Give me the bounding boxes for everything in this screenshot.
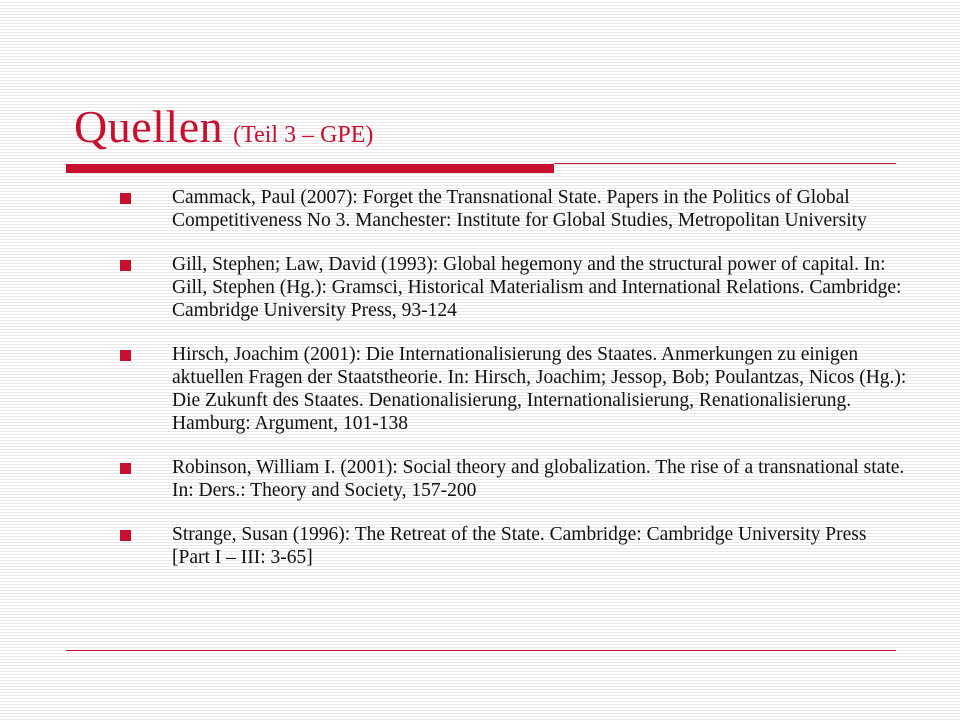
square-bullet-icon bbox=[120, 463, 131, 474]
title-underline-bar bbox=[66, 164, 554, 173]
title-subtitle: (Teil 3 – GPE) bbox=[233, 122, 374, 148]
reference-text: Gill, Stephen; Law, David (1993): Global hegemony and the structural power of capital. In: Gill, Stephen (Hg.): Gramsci, Historical Materialism and International Relations. Cambridge: Cambridge University Press, 93-124 bbox=[172, 254, 902, 321]
square-bullet-icon bbox=[120, 193, 131, 204]
reference-text: Strange, Susan (1996): The Retreat of the State. Cambridge: Cambridge University Press [Part I – III: 3-65] bbox=[172, 524, 867, 568]
reference-item bbox=[118, 186, 908, 232]
square-bullet-icon bbox=[120, 350, 131, 361]
reference-text: Robinson, William I. (2001): Social theory and globalization. The rise of a transnational state. In: Ders.: Theory and Society, 157-200 bbox=[172, 457, 905, 501]
reference-item bbox=[118, 343, 908, 435]
reference-text: Cammack, Paul (2007): Forget the Transnational State. Papers in the Politics of Global Competitiveness No 3. Manchester: Institute for Global Studies, Metropolitan University bbox=[172, 187, 867, 231]
square-bullet-icon bbox=[120, 260, 131, 271]
square-bullet-icon bbox=[120, 530, 131, 541]
slide-title bbox=[74, 100, 373, 153]
reference-text: Hirsch, Joachim (2001): Die Internationalisierung des Staates. Anmerkungen zu einigen aktuellen Fragen der Staatstheorie. In: Hirsch, Joachim; Jessop, Bob; Poulantzas, Nicos (Hg.): Die Zukunft des Staates. Denationalisierung, Internationalisierung, Renationalisierung. Hamburg: Argument, 101-138 bbox=[172, 344, 907, 434]
reference-item bbox=[118, 523, 908, 569]
reference-item bbox=[118, 253, 908, 322]
title-underline-line bbox=[554, 163, 896, 164]
footer-line bbox=[66, 650, 896, 651]
reference-list bbox=[118, 186, 908, 590]
reference-item bbox=[118, 456, 908, 502]
title-main: Quellen bbox=[74, 101, 224, 152]
